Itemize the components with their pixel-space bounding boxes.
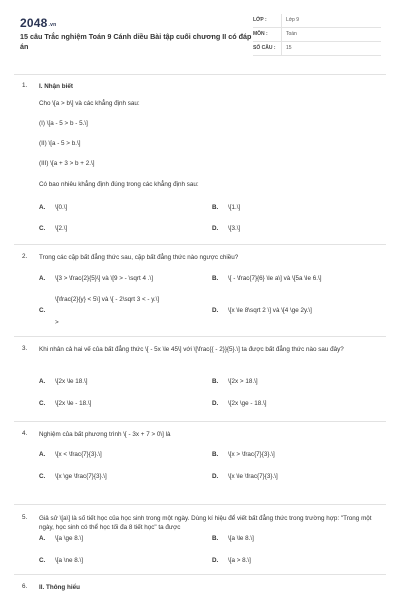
document-title: 15 câu Trắc nghiệm Toán 9 Cánh diều Bài tập cuối chương II có đáp án (20, 32, 252, 51)
meta-row-class (253, 14, 381, 28)
option-letter: C. (39, 225, 46, 232)
question-stem: Cho \[a > b\] và các khẳng định sau: (39, 100, 140, 107)
question-divider (14, 504, 386, 505)
option-text: \[2.\] (55, 225, 68, 232)
site-logo[interactable] (20, 16, 56, 32)
option-text: \[\frac{2}{y} < 5\] và \[ - 2\sqrt 3 < - y.\] (55, 296, 160, 303)
statement-1: (I) \[a - 5 > b - 5.\] (39, 120, 88, 127)
option-letter: A. (39, 204, 46, 211)
option-text: \[x < \frac{7}{3}.\] (55, 451, 102, 458)
option-text: \[a \ne 8.\] (55, 557, 84, 564)
option-letter: B. (212, 204, 219, 211)
meta-value: Lớp 9 (281, 14, 299, 27)
option-letter: B. (212, 378, 219, 385)
option-text-continued: > (55, 319, 59, 326)
question-number: 1. (22, 82, 28, 89)
option-letter: C. (39, 400, 46, 407)
option-text: \[2x \le - 18.\] (55, 400, 92, 407)
meta-table (253, 14, 381, 56)
option-text: \[2x \ge - 18.\] (228, 400, 267, 407)
option-text: \[2x \le 18.\] (55, 378, 88, 385)
meta-row-count (253, 42, 381, 56)
question-divider (14, 421, 386, 422)
option-letter: A. (39, 451, 46, 458)
question-stem: Nghiệm của bất phương trình \[ - 3x + 7 > 0\] là (39, 431, 171, 438)
option-text: \[x \le 8\sqrt 2 \] và \[4 \ge 2y.\] (228, 307, 312, 314)
section-title: I. Nhận biết (39, 83, 73, 90)
question-number: 4. (22, 430, 28, 437)
question-stem: Giả sử \[a\] là số tiết học của học sinh trong một ngày. Dùng kí hiệu để viết bất đẳng thức trong trường hợp: "Trong một ngày, học sinh có thể học tối đa 8 tiết học" ta được (39, 515, 372, 532)
option-text: \[a > 8.\] (228, 557, 251, 564)
question-number: 3. (22, 345, 28, 352)
option-text: \[2x > 18.\] (228, 378, 258, 385)
question-number: 2. (22, 253, 28, 260)
meta-key: SỐ CÂU : (253, 45, 276, 52)
question-number: 5. (22, 514, 28, 521)
option-text: \[x \ge \frac{7}{3}.\] (55, 473, 107, 480)
statement-3: (III) \[a + 3 > b + 2.\] (39, 160, 95, 167)
question-ask: Có bao nhiêu khẳng định đúng trong các khẳng định sau: (39, 181, 199, 188)
logo-number: 2048 (20, 16, 48, 30)
option-text: \[3 > \frac{2}{5}\] và \[9 > - \sqrt 4 .\] (55, 275, 154, 282)
question-number: 6. (22, 583, 28, 590)
option-letter: B. (212, 535, 219, 542)
header-divider (14, 74, 386, 75)
option-text: \[a \ge 8.\] (55, 535, 84, 542)
option-text: \[ - \frac{7}{6} \le a\] và \[5a \le 6.\] (228, 275, 322, 282)
option-letter: B. (212, 451, 219, 458)
option-letter: A. (39, 275, 46, 282)
meta-row-subject (253, 28, 381, 42)
option-letter: A. (39, 535, 46, 542)
document-header (0, 0, 400, 76)
statement-2: (II) \[a - 5 > b.\] (39, 140, 81, 147)
option-letter: A. (39, 378, 46, 385)
option-letter: B. (212, 275, 219, 282)
option-text: \[1.\] (228, 204, 241, 211)
question-stem: Trong các cặp bất đẳng thức sau, cặp bất đẳng thức nào ngược chiều? (39, 254, 239, 261)
question-divider (14, 574, 386, 575)
option-letter: D. (212, 225, 219, 232)
option-text: \[x > \frac{7}{3}.\] (228, 451, 275, 458)
meta-value: 15 (281, 42, 292, 55)
question-stem: Khi nhân cả hai vế của bất đẳng thức \[ - 5x \le 45\] với \[\frac{{ - 2}}{5}.\] ta được bất đẳng thức nào sau đây? (39, 346, 344, 353)
option-letter: C. (39, 473, 46, 480)
meta-key: MÔN : (253, 31, 268, 38)
logo-suffix: .vn (48, 22, 57, 28)
option-text: \[x \le \frac{7}{3}.\] (228, 473, 278, 480)
option-letter: C. (39, 557, 46, 564)
option-letter: D. (212, 400, 219, 407)
question-divider (14, 336, 386, 337)
option-text: \[a \le 8.\] (228, 535, 254, 542)
meta-key: LỚP : (253, 17, 267, 24)
option-letter: D. (212, 307, 219, 314)
option-text: \[3.\] (228, 225, 241, 232)
option-text: \[0.\] (55, 204, 68, 211)
option-letter: C. (39, 307, 46, 314)
section-title: II. Thông hiểu (39, 584, 80, 591)
question-divider (14, 244, 386, 245)
option-letter: D. (212, 557, 219, 564)
meta-value: Toán (281, 28, 297, 41)
option-letter: D. (212, 473, 219, 480)
